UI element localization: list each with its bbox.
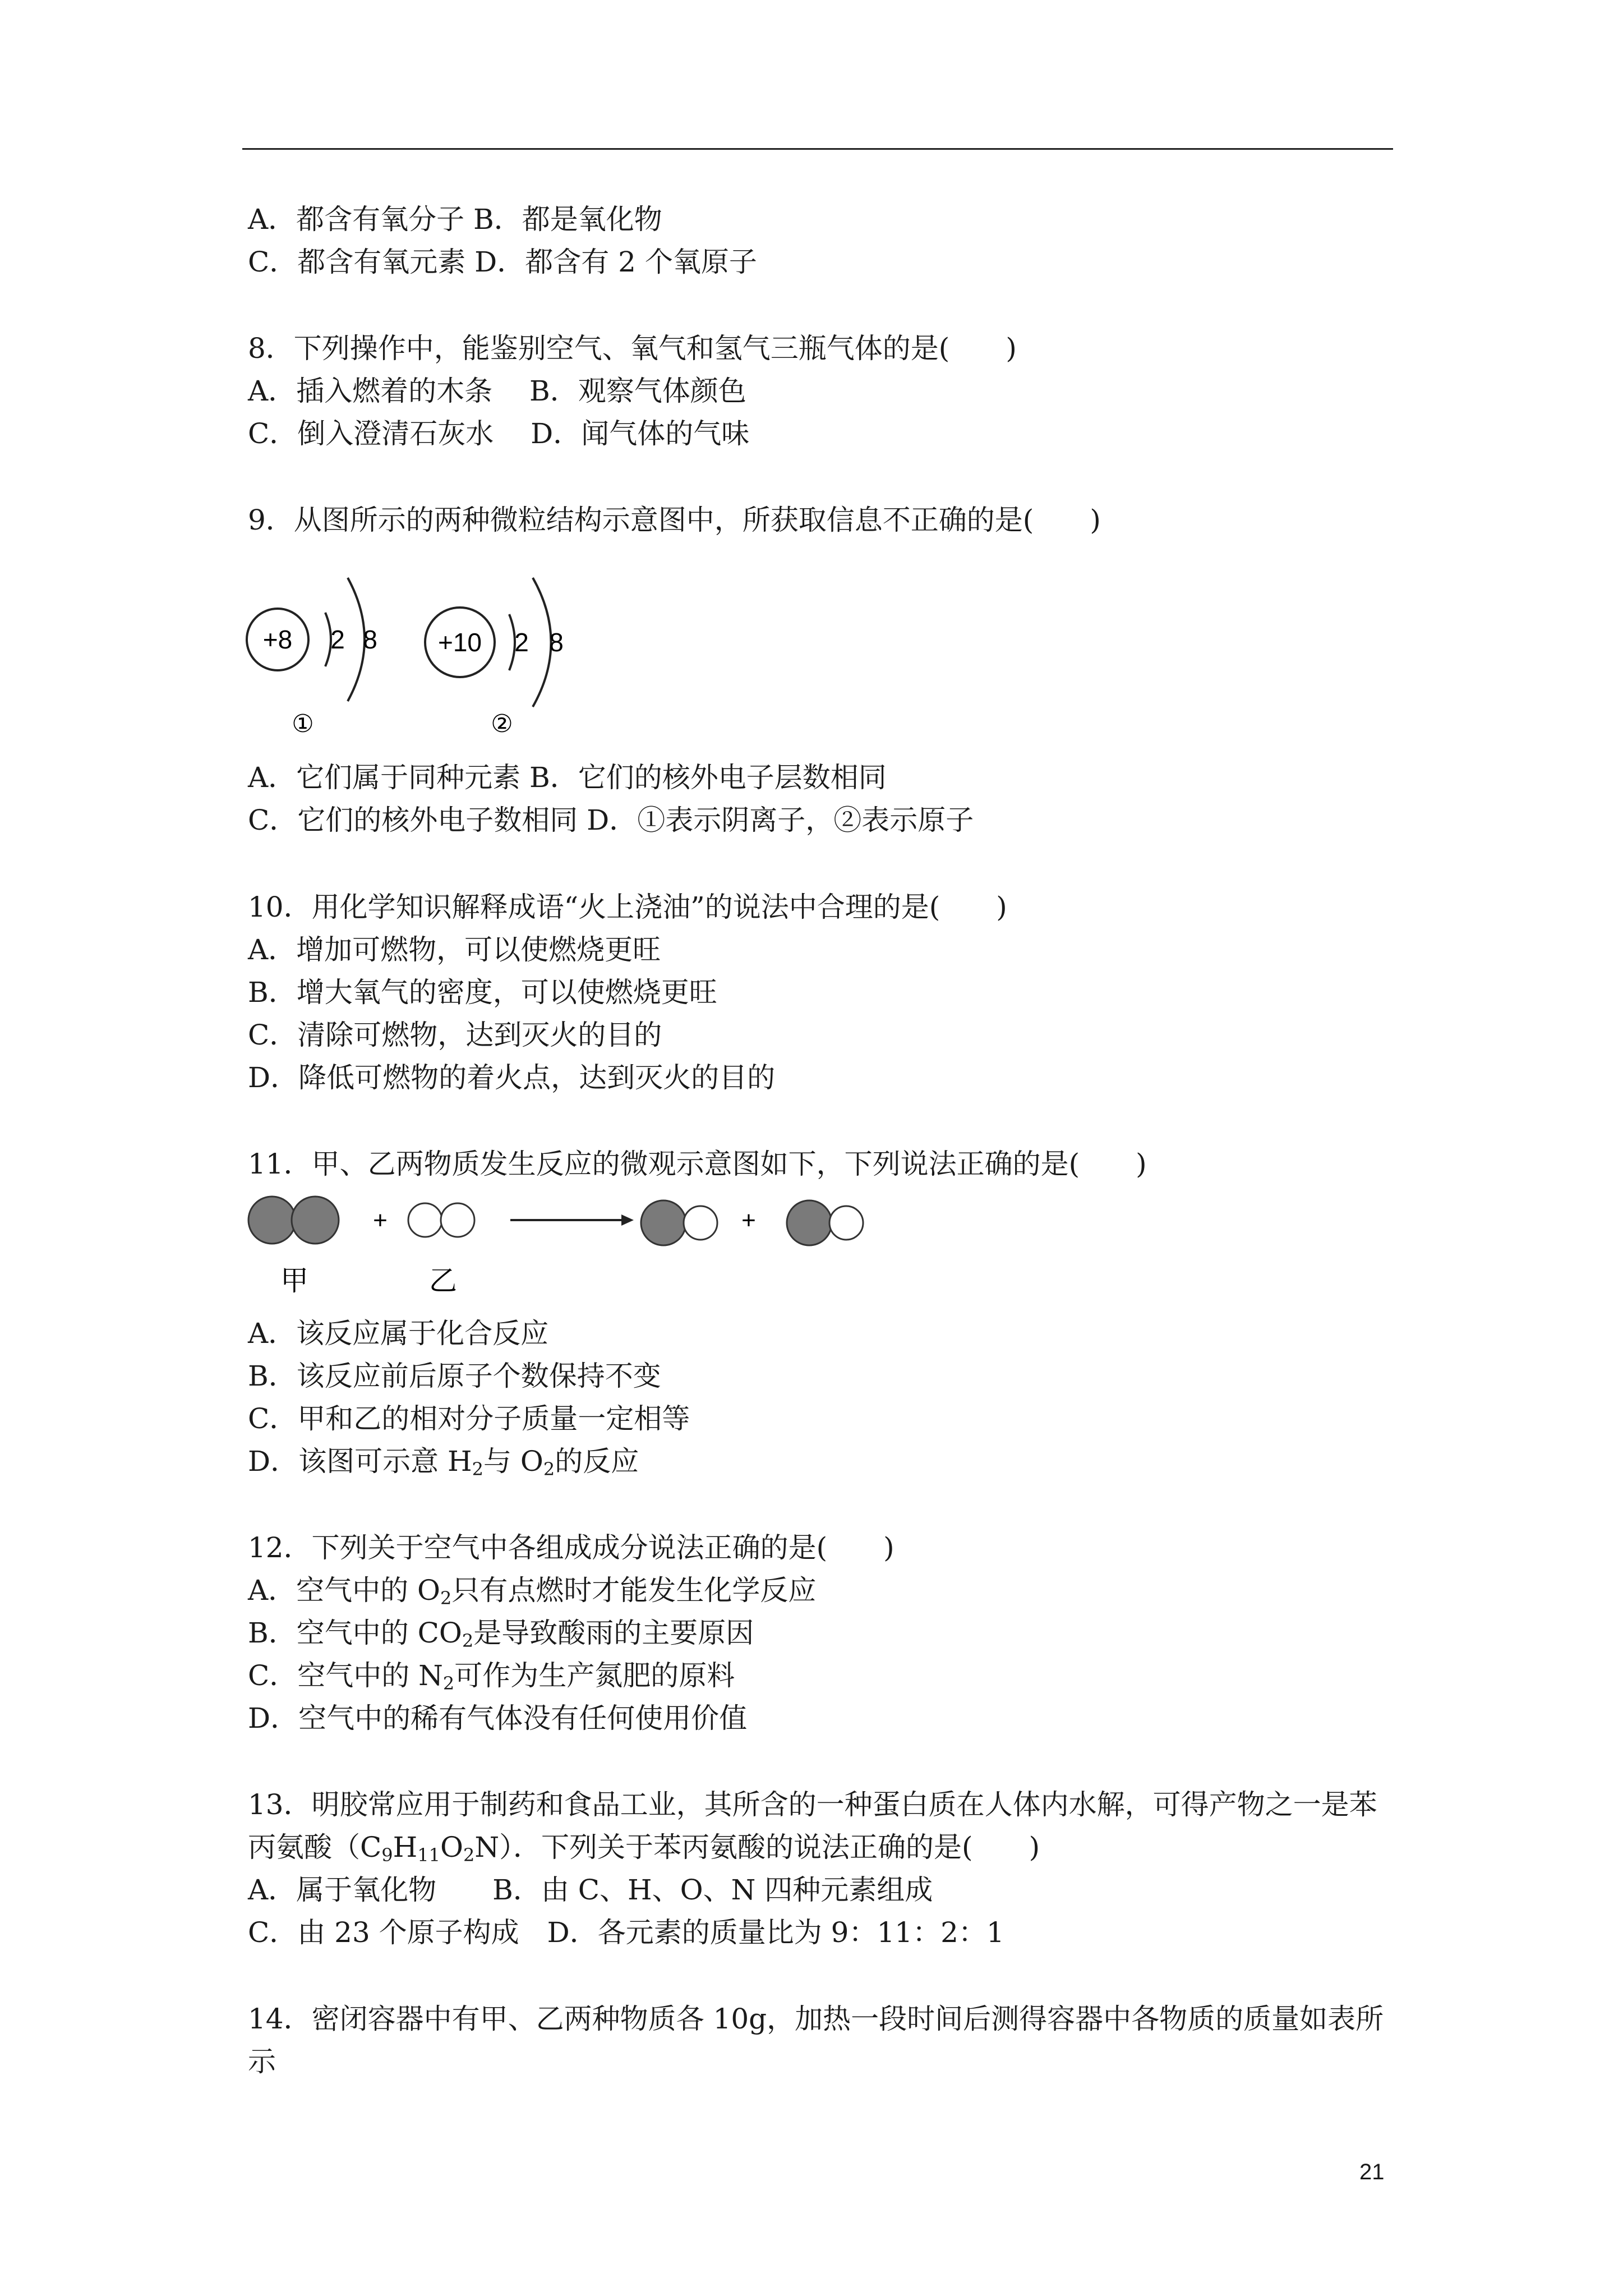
atom2-nucleus: +10 — [437, 628, 482, 657]
yi-atom-2 — [441, 1203, 474, 1237]
q13-options-cd: C．由 23 个原子构成 D．各元素的质量比为 9：11：2：1 — [248, 1916, 1004, 1949]
page-number: 21 — [1359, 2160, 1385, 2184]
q9-options-ab: A．它们属于同种元素 B．它们的核外电子层数相同 — [248, 761, 887, 794]
product1-light-atom — [684, 1206, 717, 1240]
atom1-shell2: 8 — [363, 625, 377, 654]
q14-stem-line2: 示 — [248, 2045, 276, 2078]
q13-options-ab: A．属于氧化物 B．由 C、H、O、N 四种元素组成 — [248, 1874, 933, 1906]
q13-stem-line2: 丙氨酸$(C_9H_{11}O_2N)$．下列关于苯丙氨酸的说法正确的是( ) — [248, 1831, 1040, 1866]
atom1-label: ① — [292, 710, 314, 738]
q12-option-d: D．空气中的稀有气体没有任何使用价值 — [248, 1702, 748, 1734]
reactant-jia-label: 甲 — [280, 1265, 308, 1296]
q10-option-a: A．增加可燃物，可以使燃烧更旺 — [248, 933, 661, 966]
atom2-label: ② — [491, 710, 513, 738]
q8-options-ab: A．插入燃着的木条 B．观察气体颜色 — [248, 375, 746, 407]
atom1-shell1: 2 — [330, 625, 345, 654]
atom-2 — [425, 578, 564, 738]
plus-sign-2: + — [741, 1207, 756, 1234]
atom-structure-diagram — [241, 561, 589, 746]
q12-option-b: B．空气中的 $CO_2$是导致酸雨的主要原因 — [248, 1617, 754, 1651]
q12-option-c: C．空气中的 $N_2$可作为生产氮肥的原料 — [248, 1659, 735, 1694]
reactant-yi-molecule — [408, 1203, 474, 1237]
atom-1 — [247, 578, 377, 738]
q12-option-a: A．空气中的 $O_2$只有点燃时才能发生化学反应 — [248, 1574, 817, 1609]
atom1-nucleus: +8 — [262, 625, 293, 654]
product-2-molecule — [787, 1200, 863, 1245]
q11-option-a: A．该反应属于化合反应 — [248, 1317, 549, 1350]
reaction-arrow — [510, 1214, 634, 1226]
reaction-diagram — [247, 1189, 875, 1301]
product1-dark-atom — [641, 1200, 686, 1245]
q12-stem: 12．下列关于空气中各组成成分说法正确的是( ) — [248, 1531, 895, 1564]
q11-option-d: D．该图可示意 $H_2$与 $O_2$的反应 — [248, 1445, 639, 1480]
atom2-shell2: 8 — [549, 628, 564, 657]
q13-stem-line1: 13．明胶常应用于制药和食品工业，其所含的一种蛋白质在人体内水解，可得产物之一是苯 — [248, 1788, 1377, 1821]
q10-stem: 10．用化学知识解释成语“火上浇油”的说法中合理的是( ) — [248, 891, 1007, 923]
q10-option-c: C．清除可燃物，达到灭火的目的 — [248, 1019, 662, 1051]
q8-options-cd: C．倒入澄清石灰水 D．闻气体的气味 — [248, 417, 750, 450]
jia-atom-2 — [292, 1197, 339, 1244]
product2-light-atom — [829, 1206, 863, 1240]
q9-stem: 9．从图所示的两种微粒结构示意图中，所获取信息不正确的是( ) — [248, 504, 1101, 536]
q11-stem: 11．甲、乙两物质发生反应的微观示意图如下，下列说法正确的是( ) — [248, 1148, 1147, 1180]
q7-options-cd: C．都含有氧元素 D．都含有 2 个氧原子 — [248, 246, 757, 278]
q7-options-ab: A．都含有氧分子 B．都是氧化物 — [248, 203, 662, 236]
reactant-yi-label: 乙 — [429, 1265, 457, 1296]
q11-option-c: C．甲和乙的相对分子质量一定相等 — [248, 1402, 690, 1435]
q14-stem-line1: 14．密闭容器中有甲、乙两种物质各 10g，加热一段时间后测得容器中各物质的质量如表所 — [248, 2003, 1384, 2035]
product-1-molecule — [641, 1200, 717, 1245]
header-rule — [242, 148, 1393, 150]
q10-option-b: B．增大氧气的密度，可以使燃烧更旺 — [248, 976, 717, 1009]
plus-sign-1: + — [373, 1207, 388, 1234]
jia-atom-1 — [248, 1197, 296, 1244]
product2-dark-atom — [787, 1200, 832, 1245]
yi-atom-1 — [408, 1203, 442, 1237]
q10-option-d: D．降低可燃物的着火点，达到灭火的目的 — [248, 1061, 776, 1094]
reactant-jia-molecule — [248, 1197, 339, 1244]
q9-options-cd: C．它们的核外电子数相同 D．①表示阴离子，②表示原子 — [248, 804, 974, 836]
q11-option-b: B．该反应前后原子个数保持不变 — [248, 1360, 661, 1392]
q8-stem: 8．下列操作中，能鉴别空气、氧气和氢气三瓶气体的是( ) — [248, 332, 1017, 365]
atom2-shell1: 2 — [514, 628, 529, 657]
